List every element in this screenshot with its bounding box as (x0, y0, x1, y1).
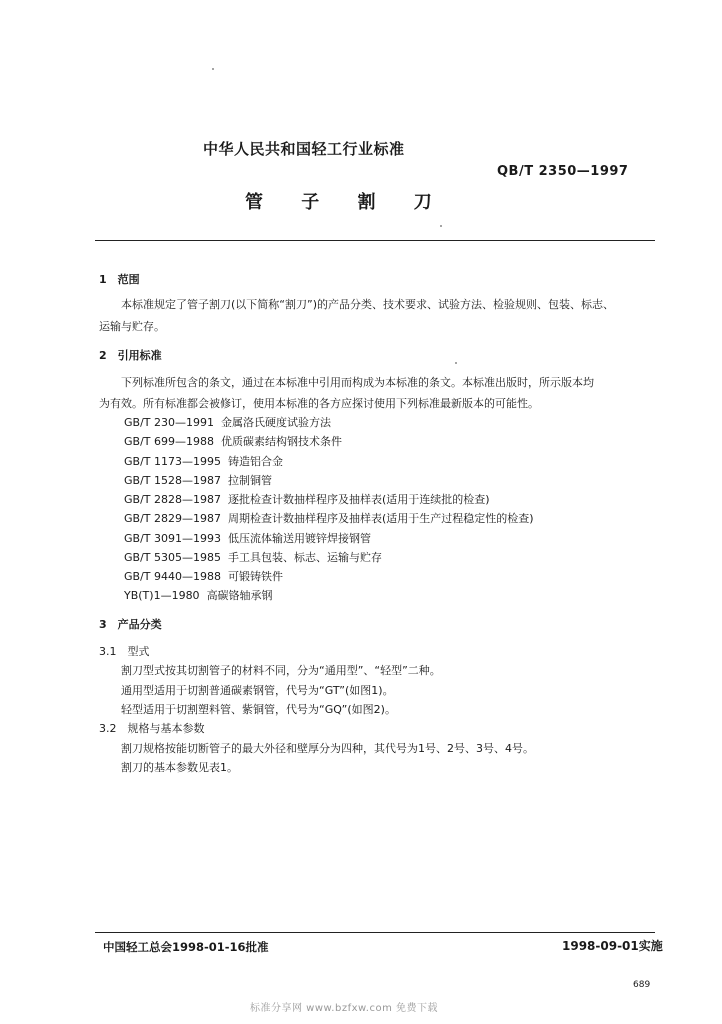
section-3-2-heading: 3.2 规格与基本参数 (99, 722, 205, 735)
section-3-1-text-line-3: 轻型适用于切割塑料管、紫铜管，代号为“GQ”(如图2)。 (121, 703, 396, 716)
reference-code: GB/T 3091—1993 (124, 532, 221, 545)
approval-date: 中国轻工总会1998-01-16批准 (103, 940, 269, 954)
section-3-1-text-line-1: 割刀型式按其切割管子的材料不同，分为“通用型”、“轻型”二种。 (121, 664, 441, 677)
section-1-heading: 1 范围 (99, 273, 140, 286)
reference-item (124, 491, 490, 507)
reference-item (124, 510, 534, 526)
reference-item (124, 414, 331, 430)
reference-item (124, 530, 371, 546)
section-1-text-line-2: 运输与贮存。 (99, 320, 165, 333)
reference-item (124, 549, 382, 565)
reference-code: GB/T 230—1991 (124, 416, 214, 429)
section-1-text-line-1: 本标准规定了管子割刀(以下简称“割刀”)的产品分类、技术要求、试验方法、检验规则、包装、标志、 (121, 298, 614, 311)
scan-speck (440, 225, 442, 227)
section-2-text-line-2: 为有效。所有标准都会被修订，使用本标准的各方应探讨使用下列标准最新版本的可能性。 (99, 397, 539, 410)
section-3-1-text-line-2: 通用型适用于切割普通碳素钢管，代号为“GT”(如图1)。 (121, 684, 394, 697)
reference-code: GB/T 9440—1988 (124, 570, 221, 583)
watermark: 标准分享网 www.bzfxw.com 免费下载 (250, 1003, 438, 1014)
reference-code: GB/T 699—1988 (124, 435, 214, 448)
reference-code: GB/T 2828—1987 (124, 493, 221, 506)
reference-code: GB/T 1173—1995 (124, 455, 221, 468)
reference-item (124, 587, 273, 603)
section-3-2-text-line-1: 割刀规格按能切断管子的最大外径和壁厚分为四种，其代号为1号、2号、3号、4号。 (121, 742, 534, 755)
reference-code: GB/T 5305—1985 (124, 551, 221, 564)
section-3-1-heading: 3.1 型式 (99, 645, 150, 658)
reference-title: 拉制铜管 (227, 474, 272, 487)
standard-code: QB/T 2350—1997 (497, 164, 629, 179)
reference-item (124, 568, 283, 584)
page-number: 689 (633, 980, 651, 990)
reference-title: 优质碳素结构钢技术条件 (220, 435, 342, 448)
reference-title: 金属洛氏硬度试验方法 (220, 416, 331, 429)
section-2-heading: 2 引用标准 (99, 349, 162, 362)
document-title: 管 子 割 刀 (245, 192, 448, 213)
reference-item (124, 453, 283, 469)
implementation-date: 1998-09-01实施 (562, 939, 663, 953)
reference-title: 低压流体输送用镀锌焊接钢管 (227, 532, 371, 545)
section-3-2-text-line-2: 割刀的基本参数见表1。 (121, 761, 238, 774)
org-title: 中华人民共和国轻工行业标准 (203, 140, 405, 158)
scan-speck (212, 68, 214, 70)
section-3-heading: 3 产品分类 (99, 618, 162, 631)
scan-speck (455, 362, 457, 364)
footer-rule (95, 932, 655, 933)
reference-title: 高碳铬轴承钢 (206, 589, 273, 602)
reference-title: 手工具包装、标志、运输与贮存 (227, 551, 382, 564)
reference-title: 逐批检查计数抽样程序及抽样表(适用于连续批的检查) (227, 493, 490, 506)
reference-title: 铸造铝合金 (227, 455, 283, 468)
section-2-text-line-1: 下列标准所包含的条文，通过在本标准中引用而构成为本标准的条文。本标准出版时，所示版本均 (121, 376, 594, 389)
reference-code: YB(T)1—1980 (124, 589, 200, 602)
reference-title: 周期检查计数抽样程序及抽样表(适用于生产过程稳定性的检查) (227, 512, 534, 525)
reference-title: 可锻铸铁件 (227, 570, 283, 583)
reference-code: GB/T 1528—1987 (124, 474, 221, 487)
reference-item (124, 472, 272, 488)
reference-code: GB/T 2829—1987 (124, 512, 221, 525)
header-rule (95, 240, 655, 241)
reference-item (124, 433, 342, 449)
